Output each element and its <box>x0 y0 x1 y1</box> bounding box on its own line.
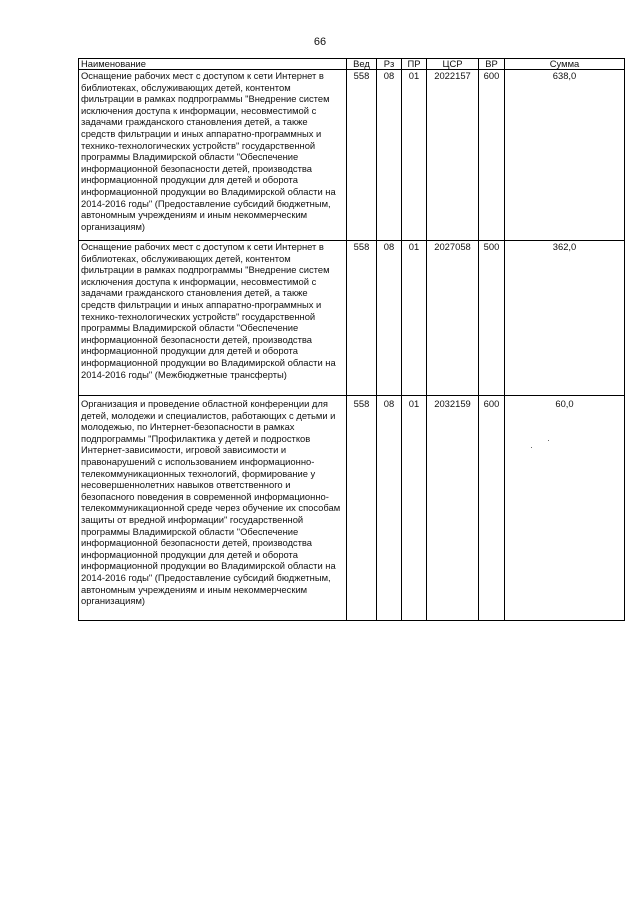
row-csr: 2022157 <box>427 70 479 241</box>
row-sum: 362,0 <box>505 241 625 396</box>
row-ved: 558 <box>347 396 377 621</box>
scan-speck <box>548 440 549 441</box>
row-name: Оснащение рабочих мест с доступом к сети Интернет в библиотеках, обслуживающих детей, контентом фильтрации в рамках подпрограммы "Внедрение систем исключения доступа к информации, несовместимой с задачами гражданского становления детей, а также средств фильтрации и иных аппаратно-программных и технико-технологических устройств" государственной программы Владимирской области "Обеспечение информационной безопасности детей, производства информационной продукции для детей и оборота информационной продукции во Владимирской области на 2014-2016 годы" (Межбюджетные трансферты) <box>79 241 347 396</box>
row-vr: 500 <box>479 241 505 396</box>
row-rz: 08 <box>377 396 402 621</box>
row-name: Организация и проведение областной конференции для детей, молодежи и специалистов, работающих с детьми и молодежью, по Интернет-безопасности в рамках подпрограммы "Профилактика у детей и подростков Интернет-зависимости, игровой зависимости и правонарушений с использованием информационно-телекоммуникационных технологий, формирование у несовершеннолетних навыков ответственного и безопасного поведения в современной информационно-телекоммуникационной среде через обучение их способам защиты от вредной информации" государственной программы Владимирской области "Обеспечение информационной безопасности детей, производства информационной продукции для детей и оборота информационной продукции во Владимирской области на 2014-2016 годы" (Предоставление субсидий бюджетным, автономным учреждениям и иным некоммерческим организациям) <box>79 396 347 621</box>
row-pr: 01 <box>402 396 427 621</box>
header-pr: ПР <box>402 59 427 70</box>
page-number: 66 <box>313 36 327 48</box>
row-ved: 558 <box>347 70 377 241</box>
header-rz: Рз <box>377 59 402 70</box>
header-name: Наименование <box>79 59 347 70</box>
row-rz: 08 <box>377 70 402 241</box>
row-sum: 60,0 <box>505 396 625 621</box>
row-csr: 2027058 <box>427 241 479 396</box>
scan-speck <box>531 447 532 448</box>
row-name: Оснащение рабочих мест с доступом к сети Интернет в библиотеках, обслуживающих детей, контентом фильтрации в рамках подпрограммы "Внедрение систем исключения доступа к информации, несовместимой с задачами гражданского становления детей, а также средств фильтрации и иных аппаратно-программных и технико-технологических устройств" государственной программы Владимирской области "Обеспечение информационной безопасности детей, производства информационной продукции для детей и оборота информационной продукции во Владимирской области на 2014-2016 годы" (Предоставление субсидий бюджетным, автономным учреждениям и иным некоммерческим организациям) <box>79 70 347 241</box>
header-csr: ЦСР <box>427 59 479 70</box>
row-csr: 2032159 <box>427 396 479 621</box>
row-pr: 01 <box>402 241 427 396</box>
row-rz: 08 <box>377 241 402 396</box>
row-vr: 600 <box>479 70 505 241</box>
budget-table <box>78 58 625 621</box>
header-vr: ВР <box>479 59 505 70</box>
table-header-row <box>79 59 625 70</box>
row-pr: 01 <box>402 70 427 241</box>
row-vr: 600 <box>479 396 505 621</box>
table-row <box>79 396 625 621</box>
table-row <box>79 241 625 396</box>
header-ved: Вед <box>347 59 377 70</box>
row-sum: 638,0 <box>505 70 625 241</box>
row-ved: 558 <box>347 241 377 396</box>
header-sum: Сумма <box>505 59 625 70</box>
table-row <box>79 70 625 241</box>
